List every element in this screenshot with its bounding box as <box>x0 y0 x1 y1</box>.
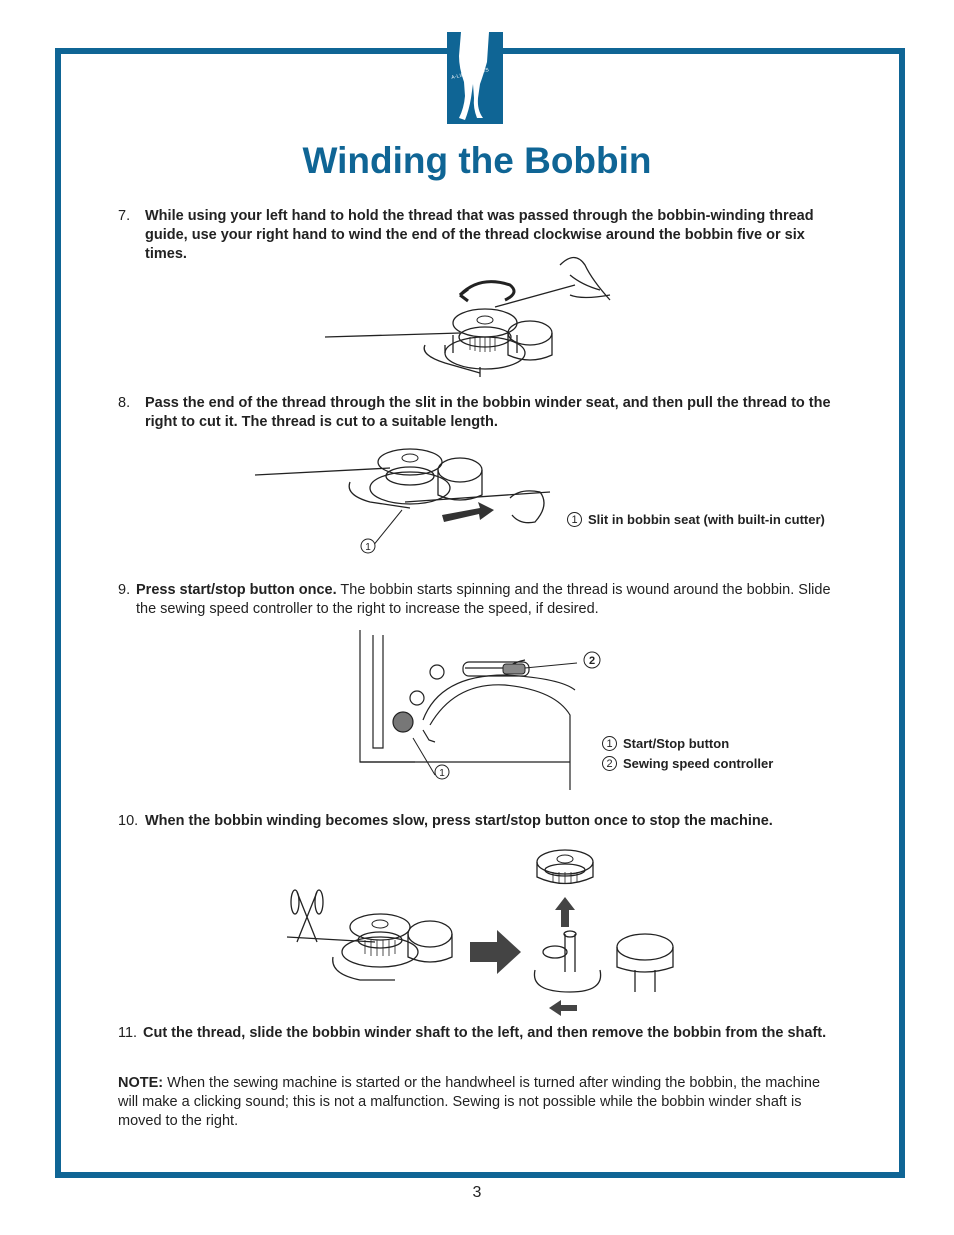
step-number: 9. <box>118 582 131 598</box>
step-9 <box>118 581 838 619</box>
bobbin-winding-illustration <box>320 245 620 380</box>
callout-marker: 2 <box>602 756 617 771</box>
step-text-bold: Press start/stop button once. <box>136 582 337 598</box>
series-text: A-LINE SERIES <box>450 67 490 81</box>
step-11 <box>118 1024 838 1043</box>
step-number: 8. <box>118 395 131 411</box>
step-text: The bobbin starts spinning and the thread is wound around the bobbin. Slide the sewing speed controller to the right to increase the speed, if desired. <box>136 582 831 617</box>
step-number: 11. <box>118 1025 138 1041</box>
callout-start-stop <box>602 736 729 751</box>
callout-slit <box>567 512 825 527</box>
step-number: 7. <box>118 208 131 224</box>
step-text-bold: Cut the thread, slide the bobbin winder shaft to the left, and then remove the bobbin from the shaft. <box>143 1025 827 1041</box>
step-10 <box>118 812 838 831</box>
callout-label: Start/Stop button <box>623 736 730 751</box>
marker-2: 2 <box>588 655 596 667</box>
callout-label: Sewing speed controller <box>623 756 774 771</box>
callout-label: Slit in bobbin seat (with built-in cutter) <box>588 512 825 527</box>
step-text-bold: When the bobbin winding becomes slow, press start/stop button once to stop the machine. <box>145 813 773 829</box>
marker-1: 1 <box>365 542 371 553</box>
step-8 <box>118 394 838 432</box>
callout-speed-controller <box>602 756 773 771</box>
remove-bobbin-illustration <box>285 842 685 1020</box>
page-title: Winding the Bobbin <box>302 140 652 181</box>
callout-marker: 1 <box>567 512 582 527</box>
machine-panel-illustration <box>355 630 605 795</box>
note-label: NOTE: <box>118 1075 164 1091</box>
page-number: 3 <box>472 1184 482 1201</box>
callout-marker: 1 <box>602 736 617 751</box>
marker-1: 1 <box>439 768 445 779</box>
series-logo <box>447 32 503 124</box>
note <box>118 1074 828 1131</box>
step-number: 10. <box>118 813 139 829</box>
thread-cutting-illustration <box>250 440 560 560</box>
step-text-bold: Pass the end of the thread through the slit in the bobbin winder seat, and then pull the thread to the right to cut it. The thread is cut to a suitable length. <box>145 395 831 430</box>
note-text: When the sewing machine is started or the handwheel is turned after winding the bobbin, the machine will make a clicking sound; this is not a malfunction. Sewing is not possible while the bobbin winder shaft is moved to the right. <box>118 1075 821 1129</box>
step-text-bold: While using your left hand to hold the thread that was passed through the bobbin-winding thread guide, use your right hand to wind the end of the thread clockwise around the bobbin five or six times. <box>145 208 814 262</box>
